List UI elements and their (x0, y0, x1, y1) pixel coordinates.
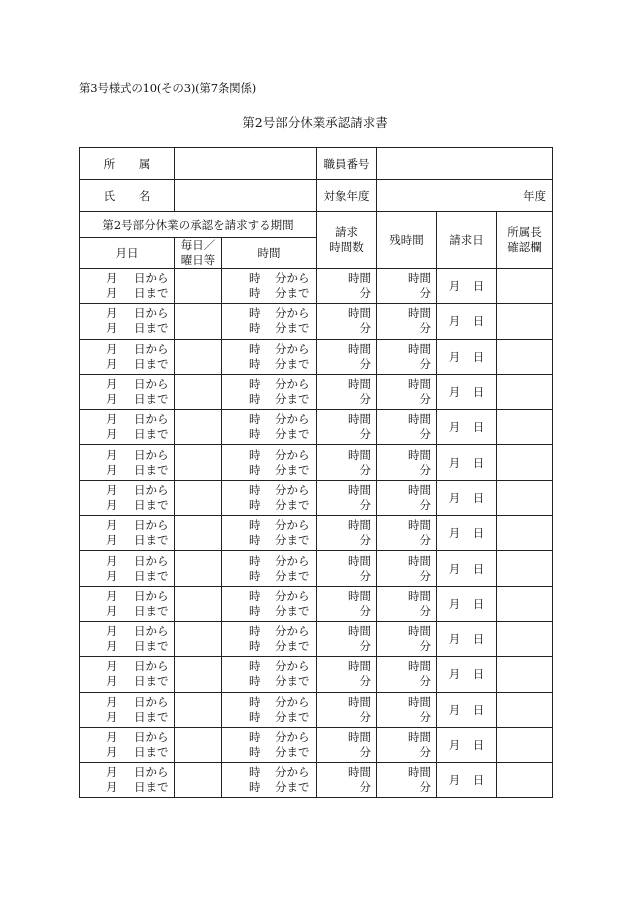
supervisor-confirm-cell[interactable] (497, 445, 553, 480)
table-row (80, 657, 553, 692)
remaining-hours-cell[interactable]: 時間 分 (377, 551, 437, 586)
table-row (80, 692, 553, 727)
weekday-cell[interactable] (175, 763, 222, 798)
date-range-cell[interactable]: 月 日から 月 日まで (80, 374, 175, 409)
date-range-cell[interactable]: 月 日から 月 日まで (80, 269, 175, 304)
affiliation-field[interactable] (175, 148, 317, 180)
date-range-cell[interactable]: 月 日から 月 日まで (80, 516, 175, 551)
date-range-cell[interactable]: 月 日から 月 日まで (80, 586, 175, 621)
table-row (80, 586, 553, 621)
affiliation-label: 所 属 (80, 148, 175, 180)
request-form-table (79, 147, 553, 798)
date-range-cell[interactable]: 月 日から 月 日まで (80, 763, 175, 798)
supervisor-confirm-cell[interactable] (497, 586, 553, 621)
weekday-cell[interactable] (175, 621, 222, 656)
request-hours-cell[interactable]: 時間 分 (317, 269, 377, 304)
time-range-cell[interactable]: 時 分から 時 分まで (222, 551, 317, 586)
supervisor-confirm-cell[interactable] (497, 657, 553, 692)
table-row (80, 551, 553, 586)
table-row (80, 727, 553, 762)
request-hours-cell[interactable]: 時間 分 (317, 304, 377, 339)
supervisor-confirm-cell[interactable] (497, 304, 553, 339)
time-header: 時間 (222, 238, 317, 269)
weekday-cell[interactable] (175, 304, 222, 339)
date-range-cell[interactable]: 月 日から 月 日まで (80, 410, 175, 445)
remaining-hours-cell[interactable]: 時間 分 (377, 269, 437, 304)
date-range-cell[interactable]: 月 日から 月 日まで (80, 692, 175, 727)
weekday-cell[interactable] (175, 516, 222, 551)
period-header: 第2号部分休業の承認を請求する期間 (80, 212, 317, 238)
form-reference: 第3号様式の10(その3)(第7条関係) (79, 81, 257, 95)
request-date-cell[interactable]: 月 日 (437, 410, 497, 445)
request-hours-cell[interactable]: 時間 分 (317, 621, 377, 656)
remaining-hours-cell[interactable]: 時間 分 (377, 374, 437, 409)
request-hours-header: 請求 時間数 (317, 212, 377, 269)
remaining-hours-cell[interactable]: 時間 分 (377, 304, 437, 339)
time-range-cell[interactable]: 時 分から 時 分まで (222, 374, 317, 409)
remaining-hours-cell[interactable]: 時間 分 (377, 410, 437, 445)
supervisor-confirm-cell[interactable] (497, 269, 553, 304)
time-range-cell[interactable]: 時 分から 時 分まで (222, 410, 317, 445)
supervisor-confirm-cell[interactable] (497, 374, 553, 409)
time-range-cell[interactable]: 時 分から 時 分まで (222, 727, 317, 762)
request-hours-cell[interactable]: 時間 分 (317, 727, 377, 762)
remaining-hours-cell[interactable]: 時間 分 (377, 657, 437, 692)
table-row (80, 480, 553, 515)
date-range-cell[interactable]: 月 日から 月 日まで (80, 445, 175, 480)
request-date-cell[interactable]: 月 日 (437, 692, 497, 727)
date-range-cell[interactable]: 月 日から 月 日まで (80, 339, 175, 374)
remaining-hours-cell[interactable]: 時間 分 (377, 763, 437, 798)
employee-number-field[interactable] (377, 148, 553, 180)
supervisor-confirm-cell[interactable] (497, 480, 553, 515)
remaining-hours-cell[interactable]: 時間 分 (377, 727, 437, 762)
supervisor-confirm-cell[interactable] (497, 516, 553, 551)
request-date-cell[interactable]: 月 日 (437, 586, 497, 621)
request-date-cell[interactable]: 月 日 (437, 657, 497, 692)
remaining-hours-cell[interactable]: 時間 分 (377, 516, 437, 551)
time-range-cell[interactable]: 時 分から 時 分まで (222, 339, 317, 374)
weekday-cell[interactable] (175, 374, 222, 409)
weekday-cell[interactable] (175, 586, 222, 621)
table-row (80, 410, 553, 445)
table-row (80, 621, 553, 656)
time-range-cell[interactable]: 時 分から 時 分まで (222, 657, 317, 692)
date-range-cell[interactable]: 月 日から 月 日まで (80, 657, 175, 692)
request-hours-cell[interactable]: 時間 分 (317, 586, 377, 621)
year-suffix: 年度 (523, 188, 547, 203)
date-range-cell[interactable]: 月 日から 月 日まで (80, 727, 175, 762)
remaining-hours-cell[interactable]: 時間 分 (377, 692, 437, 727)
request-date-cell[interactable]: 月 日 (437, 304, 497, 339)
time-range-cell[interactable]: 時 分から 時 分まで (222, 586, 317, 621)
request-hours-cell[interactable]: 時間 分 (317, 374, 377, 409)
supervisor-confirm-cell[interactable] (497, 727, 553, 762)
time-range-cell[interactable]: 時 分から 時 分まで (222, 621, 317, 656)
request-date-cell[interactable]: 月 日 (437, 551, 497, 586)
remaining-hours-cell[interactable]: 時間 分 (377, 621, 437, 656)
table-row (80, 763, 553, 798)
time-range-cell[interactable]: 時 分から 時 分まで (222, 480, 317, 515)
time-range-cell[interactable]: 時 分から 時 分まで (222, 763, 317, 798)
supervisor-confirm-cell[interactable] (497, 621, 553, 656)
request-hours-cell[interactable]: 時間 分 (317, 480, 377, 515)
target-year-field[interactable] (377, 180, 553, 212)
time-range-cell[interactable]: 時 分から 時 分まで (222, 692, 317, 727)
request-date-cell[interactable]: 月 日 (437, 727, 497, 762)
supervisor-confirm-cell[interactable] (497, 763, 553, 798)
weekday-cell[interactable] (175, 551, 222, 586)
document-title: 第2号部分休業承認請求書 (242, 115, 388, 130)
request-date-cell[interactable]: 月 日 (437, 621, 497, 656)
weekday-cell[interactable] (175, 410, 222, 445)
supervisor-confirm-cell[interactable] (497, 410, 553, 445)
request-date-cell[interactable]: 月 日 (437, 269, 497, 304)
request-hours-cell[interactable]: 時間 分 (317, 692, 377, 727)
request-date-cell[interactable]: 月 日 (437, 445, 497, 480)
remaining-hours-cell[interactable]: 時間 分 (377, 445, 437, 480)
request-hours-cell[interactable]: 時間 分 (317, 763, 377, 798)
request-date-cell[interactable]: 月 日 (437, 516, 497, 551)
remaining-hours-cell[interactable]: 時間 分 (377, 339, 437, 374)
request-date-cell[interactable]: 月 日 (437, 339, 497, 374)
table-row (80, 304, 553, 339)
target-year-label: 対象年度 (317, 180, 377, 212)
request-hours-cell[interactable]: 時間 分 (317, 445, 377, 480)
weekday-cell[interactable] (175, 445, 222, 480)
table-row (80, 445, 553, 480)
table-row (80, 374, 553, 409)
request-date-cell[interactable]: 月 日 (437, 763, 497, 798)
weekday-cell[interactable] (175, 727, 222, 762)
time-range-cell[interactable]: 時 分から 時 分まで (222, 516, 317, 551)
date-range-cell[interactable]: 月 日から 月 日まで (80, 621, 175, 656)
date-range-cell[interactable]: 月 日から 月 日まで (80, 551, 175, 586)
request-date-cell[interactable]: 月 日 (437, 374, 497, 409)
date-header: 月日 (80, 238, 175, 269)
name-label: 氏 名 (80, 180, 175, 212)
weekday-header: 毎日／ 曜日等 (175, 238, 222, 269)
weekday-cell[interactable] (175, 269, 222, 304)
request-date-header: 請求日 (437, 212, 497, 269)
weekday-cell[interactable] (175, 339, 222, 374)
name-field[interactable] (175, 180, 317, 212)
request-date-cell[interactable]: 月 日 (437, 480, 497, 515)
supervisor-confirm-cell[interactable] (497, 551, 553, 586)
table-row (80, 516, 553, 551)
table-row (80, 269, 553, 304)
request-hours-cell[interactable]: 時間 分 (317, 516, 377, 551)
table-row (80, 339, 553, 374)
weekday-cell[interactable] (175, 480, 222, 515)
time-range-cell[interactable]: 時 分から 時 分まで (222, 445, 317, 480)
supervisor-confirm-cell[interactable] (497, 339, 553, 374)
time-range-cell[interactable]: 時 分から 時 分まで (222, 304, 317, 339)
request-hours-cell[interactable]: 時間 分 (317, 339, 377, 374)
date-range-cell[interactable]: 月 日から 月 日まで (80, 304, 175, 339)
time-range-cell[interactable]: 時 分から 時 分まで (222, 269, 317, 304)
employee-number-label: 職員番号 (317, 148, 377, 180)
weekday-cell[interactable] (175, 657, 222, 692)
supervisor-confirm-cell[interactable] (497, 692, 553, 727)
remaining-hours-cell[interactable]: 時間 分 (377, 480, 437, 515)
request-hours-cell[interactable]: 時間 分 (317, 551, 377, 586)
request-hours-cell[interactable]: 時間 分 (317, 410, 377, 445)
remaining-hours-cell[interactable]: 時間 分 (377, 586, 437, 621)
request-hours-cell[interactable]: 時間 分 (317, 657, 377, 692)
remaining-hours-header: 残時間 (377, 212, 437, 269)
weekday-cell[interactable] (175, 692, 222, 727)
date-range-cell[interactable]: 月 日から 月 日まで (80, 480, 175, 515)
supervisor-confirm-header: 所属長 確認欄 (497, 212, 553, 269)
